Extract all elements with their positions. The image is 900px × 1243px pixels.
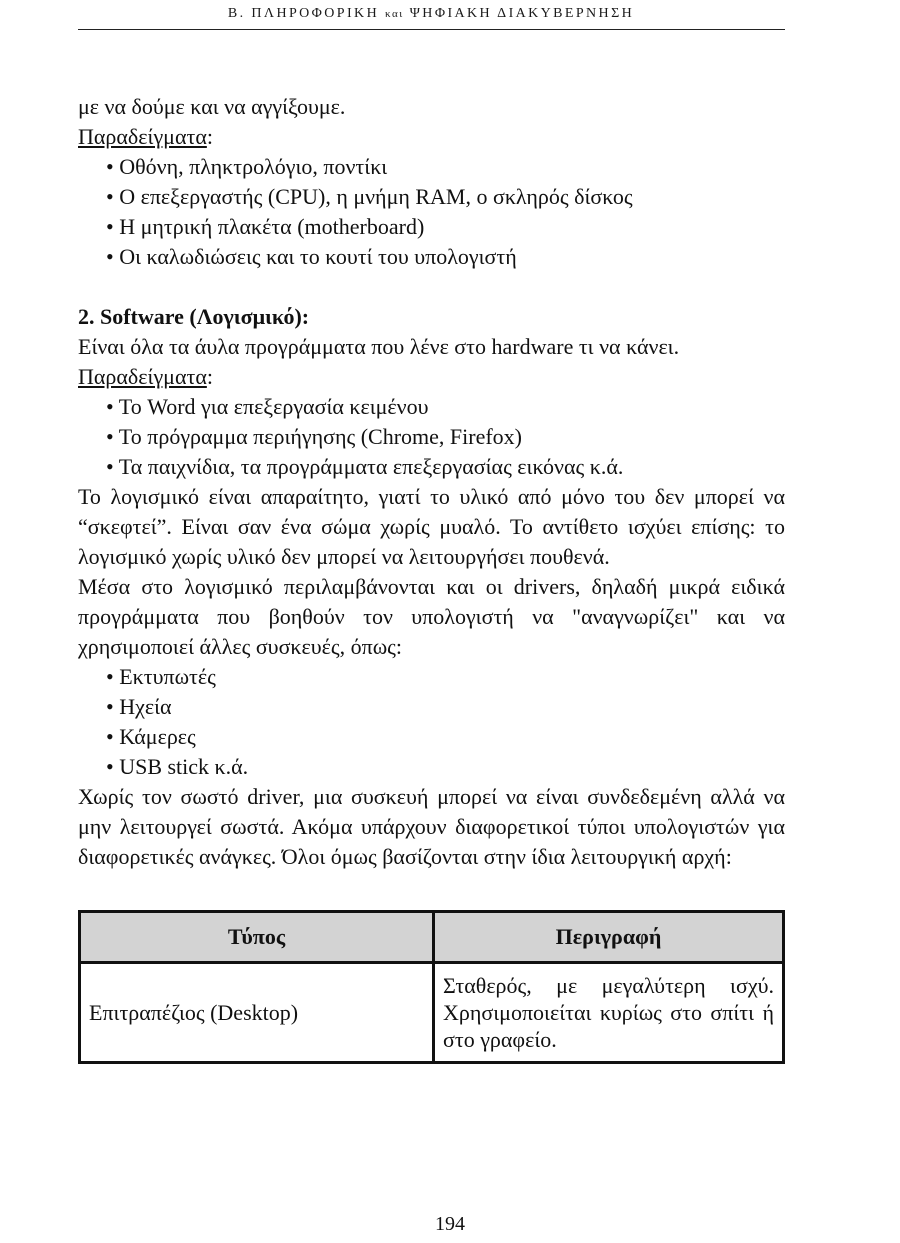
header-part-2: και — [385, 8, 404, 20]
list-item: • Κάμερες — [106, 724, 196, 749]
table-cell-description: Σταθερός, με μεγαλύτερη ισχύ. Χρησιμοποιείται κυρίως στο σπίτι ή στο γραφείο. — [434, 963, 784, 1063]
necessity-paragraph: Το λογισμικό είναι απαραίτητο, γιατί το υλικό από μόνο του δεν μπορεί να “σκεφτεί”. Είναι σαν ένα σώμα χωρίς μυαλό. Το αντίθετο ισχύει επίσης: το λογισμικό χωρίς υλικό δεν μπορεί να λειτουργήσει πουθενά. — [78, 484, 785, 569]
list-item: • Ηχεία — [106, 694, 172, 719]
list-item: • Το πρόγραμμα περιήγησης (Chrome, Firefox) — [106, 424, 523, 449]
header-rule — [78, 29, 785, 30]
list-item: • Η μητρική πλακέτα (motherboard) — [106, 214, 425, 239]
table-header-description: Περιγραφή — [434, 912, 784, 963]
computer-types-table — [78, 910, 785, 1064]
examples-label-text: Παραδείγματα — [78, 364, 207, 389]
software-definition: Είναι όλα τα άυλα προγράμματα που λένε στο hardware τι να κάνει. — [78, 334, 680, 359]
examples-label: Παραδείγματα: — [78, 124, 213, 149]
examples-label: Παραδείγματα: — [78, 364, 213, 389]
list-item: • Τα παιχνίδια, τα προγράμματα επεξεργασίας εικόνας κ.ά. — [106, 454, 624, 479]
list-item: • Οθόνη, πληκτρολόγιο, ποντίκι — [106, 154, 388, 179]
computer-types-paragraph: Χωρίς τον σωστό driver, μια συσκευή μπορεί να είναι συνδεδεμένη αλλά να μην λειτουργεί σωστά. Ακόμα υπάρχουν διαφορετικοί τύποι υπολογιστών για διαφορετικές ανάγκες. Όλοι όμως βασίζονται στην ίδια λειτουργική αρχή: — [78, 784, 785, 869]
list-item: • Οι καλωδιώσεις και το κουτί του υπολογιστή — [106, 244, 517, 269]
examples-label-text: Παραδείγματα — [78, 124, 207, 149]
page-number: 194 — [435, 1213, 465, 1235]
driver-devices-list — [78, 662, 785, 782]
drivers-paragraph: Μέσα στο λογισμικό περιλαμβάνονται και οι drivers, δηλαδή μικρά ειδικά προγράμματα που βοηθούν τον υπολογιστή να "αναγνωρίζει" και να χρησιμοποιεί άλλες συσκευές, όπως: — [78, 574, 785, 659]
table-header-row — [80, 912, 784, 963]
table-row — [80, 963, 784, 1063]
list-item: • Το Word για επεξεργασία κειμένου — [106, 394, 429, 419]
page-content — [78, 92, 785, 1064]
hardware-examples-list — [78, 152, 785, 272]
list-item: • Ο επεξεργαστής (CPU), η μνήμη RAM, ο σκληρός δίσκος — [106, 184, 633, 209]
software-examples-list — [78, 392, 785, 482]
list-item: • Εκτυπωτές — [106, 664, 216, 689]
header-part-3: ΨΗΦΙΑΚΗ ΔΙΑΚΥΒΕΡΝΗΣΗ — [409, 6, 635, 21]
table-cell-type: Επιτραπέζιος (Desktop) — [80, 963, 434, 1063]
table-header-type: Τύπος — [80, 912, 434, 963]
running-header — [78, 6, 784, 22]
software-heading: 2. Software (Λογισμικό): — [78, 304, 310, 329]
continuation-line: με να δούμε και να αγγίξουμε. — [78, 94, 346, 119]
header-part-1: Β. ΠΛΗΡΟΦΟΡΙΚΗ — [227, 6, 380, 21]
list-item: • USB stick κ.ά. — [106, 754, 249, 779]
